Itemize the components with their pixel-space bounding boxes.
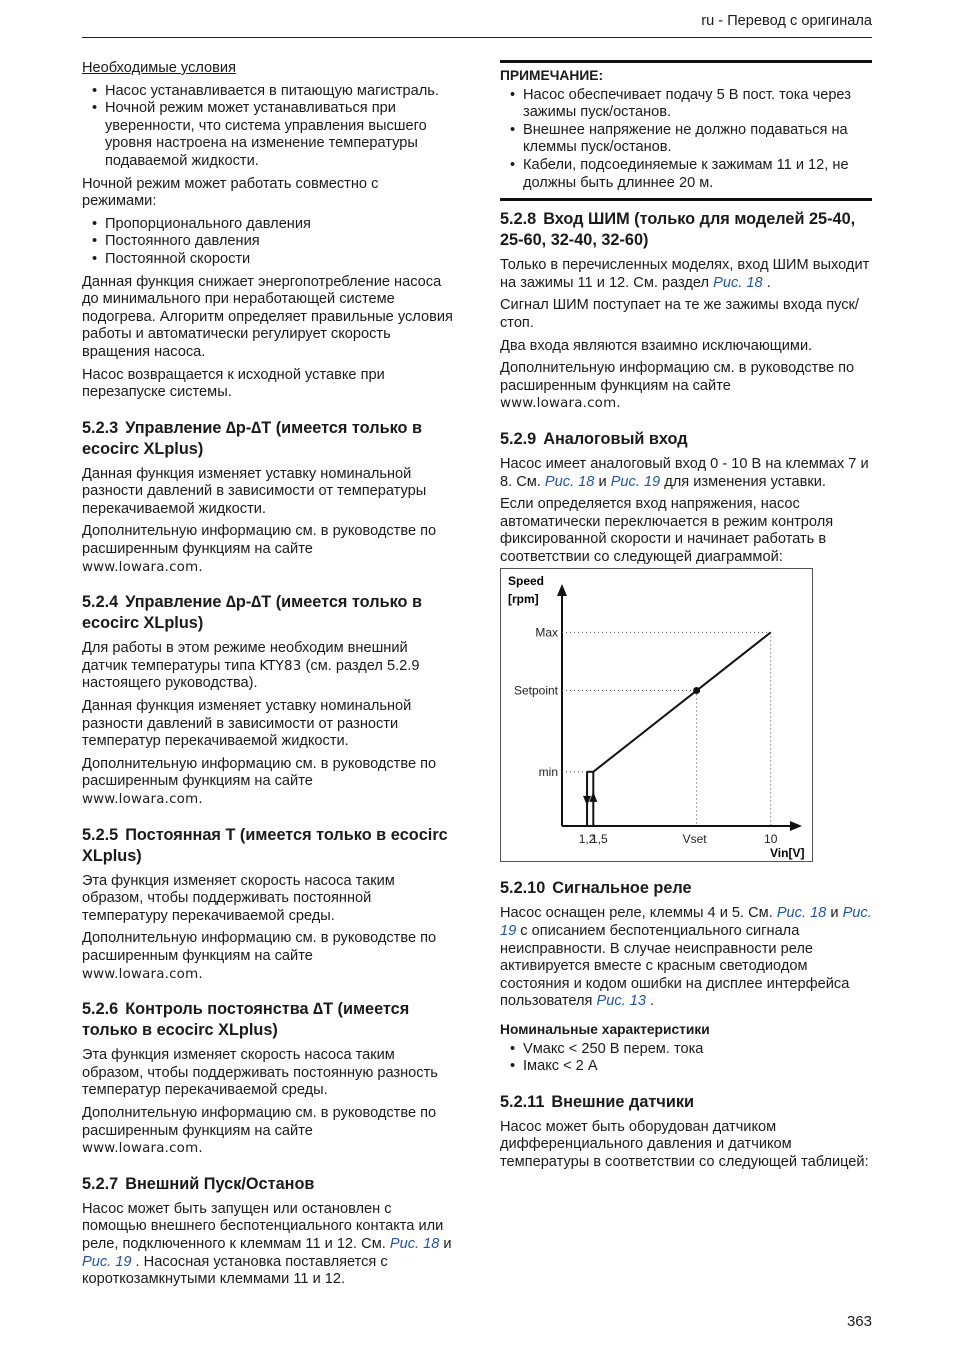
section-number: 5.2.5 — [82, 825, 119, 844]
y-axis-label: Speed — [508, 574, 545, 589]
website-link[interactable]: www.lowara.com. — [82, 559, 203, 575]
section-528-p2: Сигнал ШИМ поступает на те же зажимы входа пуск/стоп. — [500, 297, 859, 331]
text-run: Насос может быть запущен или остановлен с помощью внешнего беспотенциального контакта или реле, подключенного к клеммам 11 и 12. См. — [82, 1200, 444, 1252]
text-run: и — [594, 473, 611, 490]
left-column — [82, 60, 454, 1294]
list-item: • Постоянного давления — [92, 233, 454, 251]
section-title: Внешний Пуск/Останов — [125, 1174, 315, 1193]
section-525-p1: Эта функция изменяет скорость насоса таким образом, чтобы поддерживать постоянной температуру перекачиваемой среды. — [82, 872, 395, 924]
text-run: (см. раздел 5.2.9 настоящего руководства). — [82, 657, 420, 692]
section-524-p1 — [82, 640, 454, 693]
conditions-list — [82, 83, 454, 171]
setpoint-dot — [693, 687, 700, 694]
text-run: Только в перечисленных моделях, вход ШИМ выходит на зажимы 11 и 12. См. раздел — [500, 257, 870, 291]
list-item: • Vмакс < 250 В перем. тока — [510, 1041, 872, 1059]
section-5210-p1 — [500, 905, 872, 1011]
list-item: • Кабели, подсоединяемые к зажимам 11 и 12, не должны быть длиннее 20 м. — [510, 157, 872, 192]
section-number: 5.2.11 — [500, 1092, 545, 1111]
text-run: и — [439, 1235, 452, 1252]
list-item: • Насос обеспечивает подачу 5 В пост. тока через зажимы пуск/останов. — [510, 87, 872, 122]
x-tick-vset: Vset — [682, 832, 707, 847]
section-5210-heading — [500, 878, 872, 899]
section-525-heading — [82, 825, 454, 867]
section-number: 5.2.3 — [82, 418, 119, 437]
list-item: • Iмакс < 2 А — [510, 1058, 872, 1076]
text-run: Насос оснащен реле, клеммы 4 и 5. См. — [500, 905, 777, 922]
section-526-more — [82, 1105, 454, 1158]
x-axis-label: Vin[V] — [770, 846, 805, 861]
x-tick-10: 10 — [764, 832, 778, 847]
more-text: Дополнительную информацию см. в руководстве по расширенным функциям на сайте — [82, 1104, 437, 1139]
section-number: 5.2.8 — [500, 210, 537, 229]
section-title: Постоянная T (имеется только в ecocirc XLplus) — [82, 825, 448, 865]
section-526-p1: Эта функция изменяет скорость насоса таким образом, чтобы поддерживать постоянную разность температур перекачиваемой среды. — [82, 1047, 438, 1099]
figure-link[interactable]: Рис. 18 — [544, 473, 595, 490]
section-523-p1: Данная функция изменяет уставку номинальной разности давлений в зависимости от температуры перекачиваемой жидкости. — [82, 465, 427, 517]
section-527-p1 — [82, 1201, 454, 1289]
section-529-p2: Если определяется вход напряжения, насос автоматически переключается в режим контроля фиксированной скорости и начинает работать в соответствии со следующей диаграммой: — [500, 496, 834, 565]
text-run: для изменения уставки. — [660, 473, 826, 490]
section-529-heading — [500, 429, 872, 450]
section-528-more — [500, 360, 872, 413]
section-528-p1 — [500, 257, 872, 292]
note-box — [500, 60, 872, 201]
section-title: Контроль постоянства ∆T (имеется только в ecocirc XLplus) — [82, 1000, 410, 1040]
website-link[interactable]: www.lowara.com. — [82, 1141, 203, 1157]
section-title: Сигнальное реле — [552, 879, 692, 898]
section-528-p3: Два входа являются взаимно исключающими. — [500, 337, 813, 354]
website-link[interactable]: www.lowara.com. — [500, 396, 621, 412]
section-number: 5.2.4 — [82, 593, 119, 612]
more-text: Дополнительную информацию см. в руководстве по расширенным функциям на сайте — [82, 930, 437, 964]
website-link[interactable]: www.lowara.com. — [82, 792, 203, 807]
sensor-type: KTY83 — [259, 658, 302, 674]
list-item: • Ночной режим может устанавливаться при уверенности, что система управления высшего уровня настроена на изменение температуры подаваемой жидкости. — [92, 100, 454, 170]
section-number: 5.2.10 — [500, 879, 546, 898]
list-item: • Внешнее напряжение не должно подаваться на клеммы пуск/останов. — [510, 122, 872, 157]
list-item: • Постоянной скорости — [92, 251, 454, 269]
section-523-more — [82, 523, 454, 576]
header-title: Перевод с оригинала — [727, 13, 872, 29]
section-528-heading — [500, 209, 872, 251]
x-tick-1-2: 1,2 — [578, 832, 596, 847]
section-526-heading — [82, 999, 454, 1041]
section-number: 5.2.7 — [82, 1174, 119, 1193]
section-524-heading — [82, 592, 454, 634]
note-list — [500, 87, 872, 193]
text-run: . Насосная установка поставляется с короткозамкнутыми клеммами 11 и 12. — [82, 1253, 388, 1288]
section-527-heading — [82, 1174, 454, 1195]
text-run: . — [645, 993, 655, 1010]
ratings-title: Номинальные характеристики — [500, 1022, 710, 1038]
text-run: Насос имеет аналоговый вход 0 - 10 В на клеммах 7 и 8. См. — [500, 455, 869, 490]
y-tick-min: min — [538, 765, 558, 780]
figure-link[interactable]: Рис. 19 — [500, 905, 872, 940]
chart-frame — [501, 569, 813, 862]
section-title: Аналоговый вход — [543, 429, 688, 448]
page-header — [82, 13, 872, 31]
more-text: Дополнительную информацию см. в руководстве по расширенным функциям на сайте — [82, 755, 437, 790]
section-523-heading — [82, 418, 454, 460]
section-title: Управление ∆p-∆T (имеется только в ecocirc XLplus) — [82, 593, 422, 633]
text-run: Для работы в этом режиме необходим внешний датчик температуры типа — [82, 640, 408, 674]
section-524-more — [82, 756, 454, 809]
note-title: ПРИМЕЧАНИЕ: — [500, 68, 604, 83]
figure-link[interactable]: Рис. 13 — [596, 993, 646, 1010]
figure-link[interactable]: Рис. 18 — [713, 274, 763, 291]
ratings-list — [500, 1041, 872, 1076]
night-restart: Насос возвращается к исходной уставке при перезапуске системы. — [82, 366, 385, 401]
section-title: Управление ∆p-∆T (имеется только в ecocirc XLplus) — [82, 418, 422, 458]
section-number: 5.2.6 — [82, 1000, 119, 1019]
night-modes-list — [82, 216, 454, 269]
text-run: с описанием беспотенциального сигнала неисправности. В случае неисправности реле активируется вместе с красным светодиодом состояния и кодом ошибки на дисплее интерфейса пользователя — [500, 923, 850, 1010]
y-axis-unit: [rpm] — [508, 592, 539, 607]
right-column — [500, 60, 872, 1177]
section-title: Вход ШИМ (только для моделей 25-40, 25-60, 32-40, 32-60) — [500, 210, 856, 250]
section-number: 5.2.9 — [500, 429, 537, 448]
night-desc: Данная функция снижает энергопотребление насоса до минимального при неработающей системе подогрева. Алгоритм определяет правильные условия работы и автоматически регулирует скорость вращения насоса. — [82, 273, 453, 360]
section-524-p2: Данная функция изменяет уставку номинальной разности давлений в зависимости от разности температур перекачиваемой жидкости. — [82, 698, 412, 750]
more-text: Дополнительную информацию см. в руководстве по расширенным функциям на сайте — [82, 523, 437, 558]
more-text: Дополнительную информацию см. в руководстве по расширенным функциям на сайте — [500, 360, 855, 394]
list-item: • Насос устанавливается в питающую магистраль. — [92, 83, 454, 101]
section-525-more — [82, 930, 454, 983]
header-lang: ru — [701, 13, 715, 29]
section-529-p1 — [500, 456, 872, 491]
speed-chart-svg — [500, 568, 813, 862]
figure-link[interactable]: Рис. 19 — [610, 473, 661, 490]
night-mode-intro: Ночной режим может работать совместно с режимами: — [82, 175, 379, 210]
figure-link[interactable]: Рис. 19 — [82, 1253, 132, 1270]
section-5211-heading — [500, 1092, 872, 1113]
text-run: и — [826, 905, 843, 922]
y-tick-setpoint: Setpoint — [513, 683, 558, 698]
header-separator: - — [714, 13, 728, 29]
speed-chart — [500, 568, 813, 862]
figure-link[interactable]: Рис. 18 — [776, 905, 827, 922]
x-tick-1-5: 1,5 — [590, 832, 608, 847]
y-tick-max: Max — [535, 625, 558, 640]
figure-link[interactable]: Рис. 18 — [389, 1235, 440, 1252]
website-link[interactable]: www.lowara.com. — [82, 966, 203, 982]
section-5211-p1: Насос может быть оборудован датчиком дифференциального давления и датчиком температуры в соответствии со следующей таблицей: — [500, 1118, 869, 1170]
text-run: . — [762, 274, 771, 291]
conditions-title: Необходимые условия — [82, 60, 236, 76]
list-item: • Пропорционального давления — [92, 216, 454, 234]
section-title: Внешние датчики — [551, 1092, 694, 1111]
page-number: 363 — [846, 1313, 872, 1330]
header-rule — [82, 37, 872, 38]
